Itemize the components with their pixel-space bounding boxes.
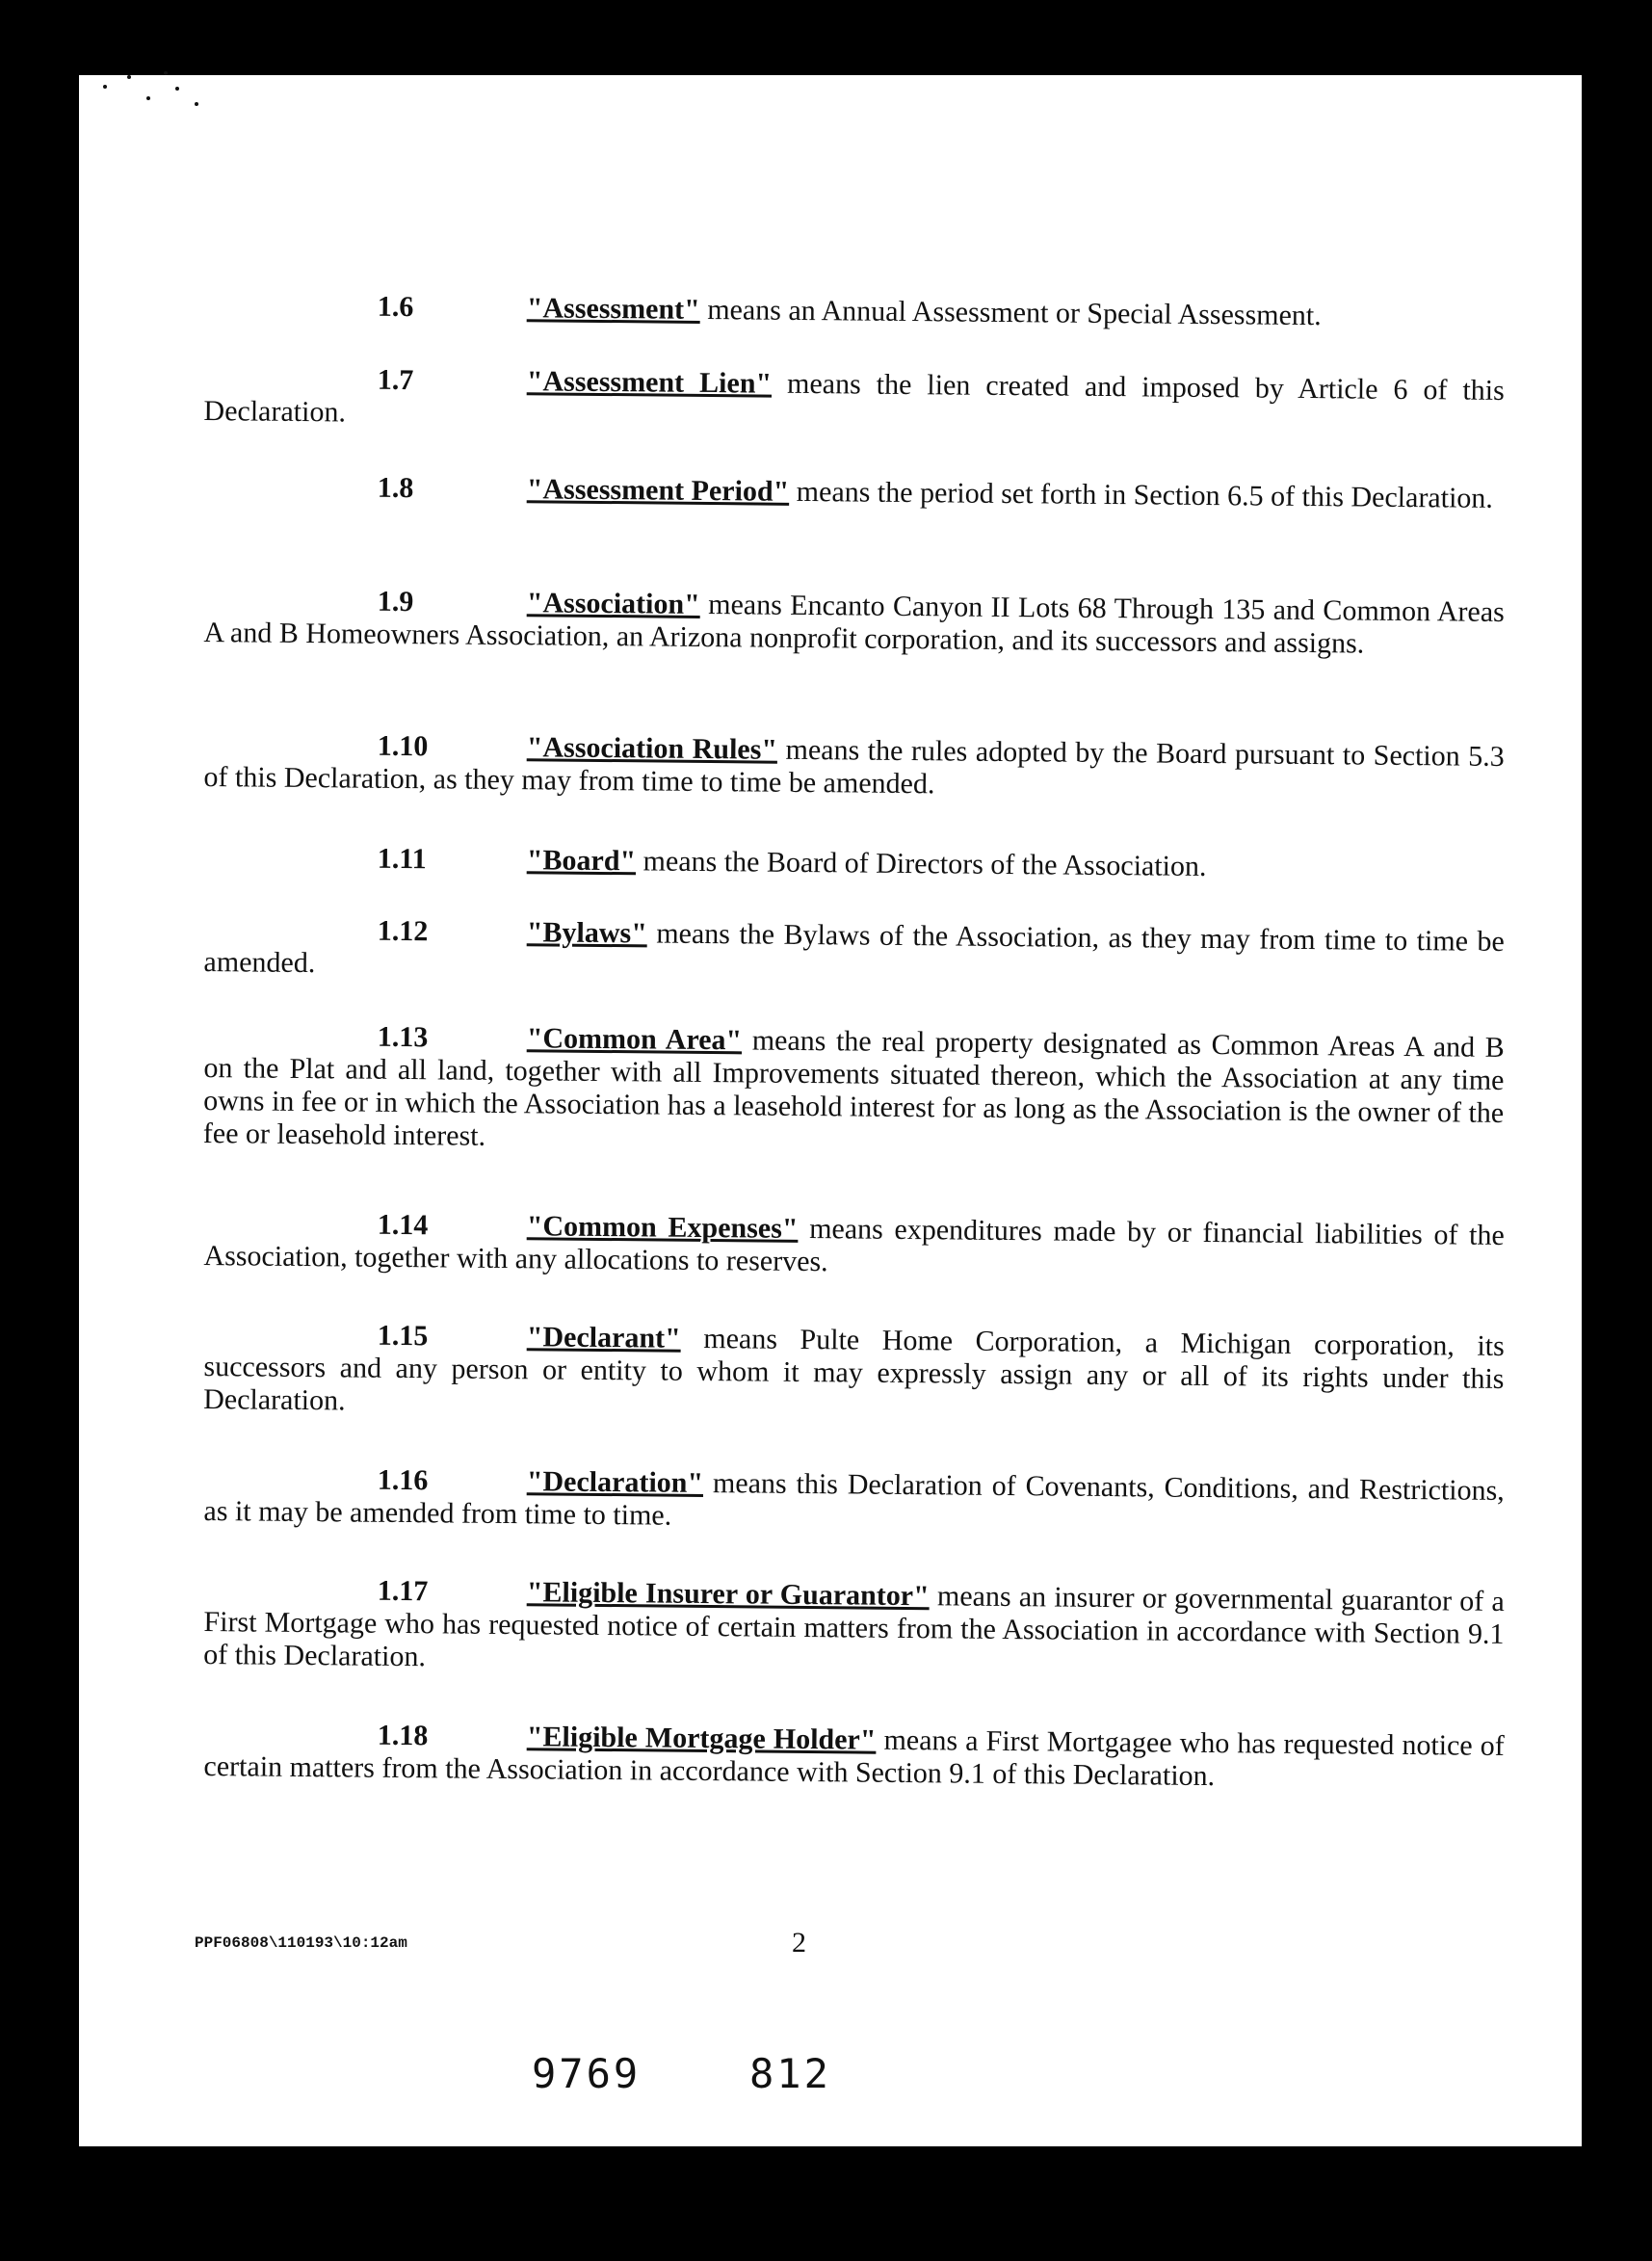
definition-1-10 <box>203 728 1505 806</box>
section-number: 1.11 <box>377 842 427 876</box>
definition-1-13 <box>203 1019 1505 1163</box>
definition-1-14 <box>203 1207 1505 1285</box>
definition-1-6 <box>204 289 1505 334</box>
defined-term: "Eligible Mortgage Holder" <box>526 1721 877 1756</box>
defined-term: "Assessment Lien" <box>526 365 773 400</box>
section-number: 1.7 <box>377 363 414 397</box>
definition-1-8 <box>204 470 1505 515</box>
section-number: 1.8 <box>377 471 414 505</box>
definition-text: means an Annual Assessment or Special Assessment. <box>699 293 1322 332</box>
definition-1-7 <box>203 362 1505 440</box>
defined-term: "Assessment Period" <box>526 473 790 508</box>
definition-text: means the real property designated as Common Areas A and B on the Plat and all land, together with all Improvements situated thereon, which the Association at any time owns in fee or in which the Association has a leasehold interest for as long as the Association is the owner of the fee or leasehold interest. <box>202 1024 1505 1152</box>
definition-text: means this Declaration of Covenants, Conditions, and Restrictions, as it may be amended from time to time. <box>203 1466 1505 1532</box>
defined-term: "Board" <box>526 844 637 878</box>
defined-term: "Common Expenses" <box>526 1210 799 1245</box>
defined-term: "Common Area" <box>526 1022 743 1057</box>
section-number: 1.14 <box>377 1208 429 1242</box>
definition-1-16 <box>203 1462 1505 1540</box>
definition-1-15 <box>203 1318 1505 1429</box>
defined-term: "Eligible Insurer or Guarantor" <box>526 1576 930 1613</box>
definition-1-11 <box>204 841 1505 886</box>
definition-1-18 <box>203 1718 1505 1796</box>
defined-term: "Declaration" <box>526 1465 704 1499</box>
defined-term: "Assessment" <box>526 292 700 326</box>
defined-term: "Declarant" <box>526 1321 681 1354</box>
definition-text: means an insurer or governmental guarantor of a First Mortgage who has requested notice of certain matters from the Association in accordance with Section 9.1 of this Declaration. <box>203 1580 1505 1673</box>
definition-1-12 <box>203 913 1505 991</box>
definition-1-9 <box>203 584 1505 662</box>
section-number: 1.13 <box>377 1020 429 1054</box>
section-number: 1.17 <box>377 1574 429 1608</box>
page-number: 2 <box>792 1927 806 1959</box>
section-number: 1.6 <box>377 290 414 324</box>
definition-text: means the rules adopted by the Board pursuant to Section 5.3 of this Declaration, as they may from time to time be amended. <box>203 733 1505 801</box>
stamp-number-left: 9769 <box>532 2050 642 2097</box>
definition-text: means a First Mortgagee who has requested notice of certain matters from the Association in accordance with Section 9.1 of this Declaration. <box>203 1723 1505 1793</box>
definition-text: means the lien created and imposed by Article 6 of this Declaration. <box>203 367 1505 429</box>
section-number: 1.9 <box>377 585 414 618</box>
defined-term: "Bylaws" <box>526 916 647 950</box>
section-number: 1.15 <box>377 1319 429 1353</box>
stamp-number-right: 812 <box>749 2050 831 2097</box>
defined-term: "Association" <box>526 587 700 620</box>
section-number: 1.12 <box>377 914 429 948</box>
section-number: 1.18 <box>377 1719 429 1752</box>
definition-text: means the period set forth in Section 6.5 of this Declaration. <box>789 475 1494 514</box>
document-code: PPF06808\110193\10:12am <box>195 1934 407 1952</box>
definition-text: means expenditures made by or financial liabilities of the Association, together with any allocations to reserves. <box>203 1212 1505 1278</box>
section-number: 1.10 <box>377 729 429 763</box>
document-page <box>79 75 1582 2146</box>
definition-1-17 <box>203 1573 1505 1684</box>
definition-text: means the Bylaws of the Association, as they may from time to time be amended. <box>203 917 1505 980</box>
definition-text: means Pulte Home Corporation, a Michigan corporation, its successors and any person or entity to whom it may expressly assign any or all of its rights under this Declaration. <box>203 1322 1505 1417</box>
defined-term: "Association Rules" <box>526 731 778 766</box>
definition-text: means Encanto Canyon II Lots 68 Through 135 and Common Areas A and B Homeowners Association, an Arizona nonprofit corporation, and its successors and assigns. <box>203 588 1505 660</box>
definition-text: means the Board of Directors of the Association. <box>635 845 1207 882</box>
section-number: 1.16 <box>377 1463 429 1497</box>
